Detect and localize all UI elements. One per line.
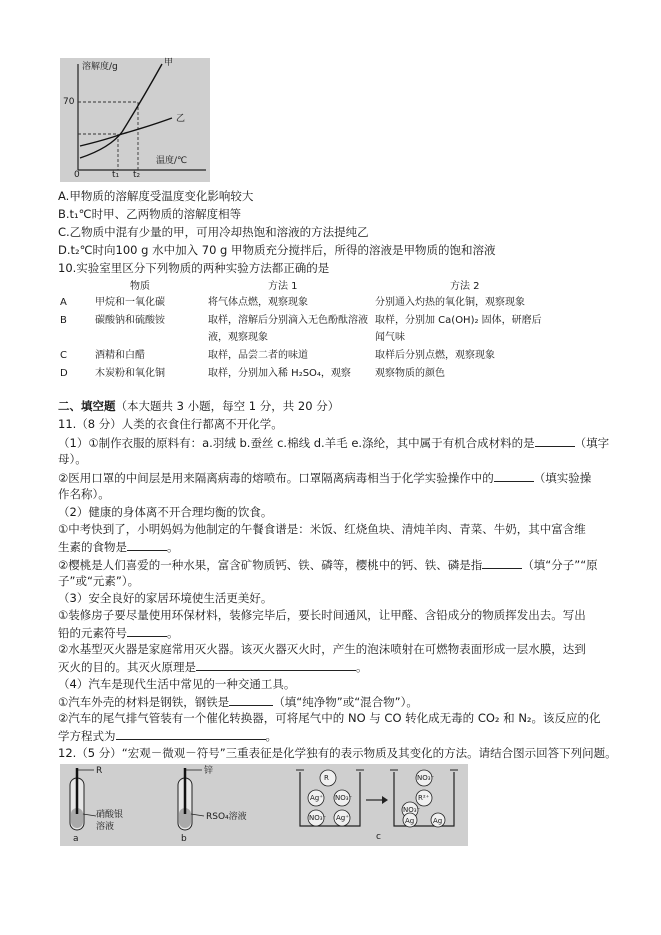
q10-row-b-item: 碳酸钠和硫酸铵 <box>95 315 165 326</box>
graph-xtick-t1: t₁ <box>112 170 120 180</box>
ion-right-text-1: R²⁺ <box>418 794 430 802</box>
ion-left-text-3: NO₃⁻ <box>309 814 327 822</box>
q11-p1a-text: （1）①制作衣服的原料有：a.羽绒 b.蚕丝 c.棉线 d.羊毛 e.涤纶，其中属于有机合成材料的是 <box>58 436 535 450</box>
section2-heading <box>58 398 339 414</box>
q10-header-m1: 方法 1 <box>268 281 298 292</box>
q10-row-b-label: B <box>60 315 67 326</box>
q10-row-c-m1: 取样，品尝二者的味道 <box>208 350 308 361</box>
q11-p3b-cont <box>58 658 368 675</box>
fig-label-a-sol-2: 溶液 <box>96 822 115 832</box>
q11-p3b-cont-text: 灭火的目的。其灭火原理是 <box>58 660 196 674</box>
q11-p2b-text: ②樱桃是人们喜爱的一种水果，富含矿物质钙、铁、磷等，樱桃中的钙、铁、磷是指 <box>58 558 483 572</box>
fig-label-r: R <box>96 766 103 776</box>
q11-p2b-blank[interactable] <box>482 556 522 569</box>
q11-p1b-text: ②医用口罩的中间层是用来隔离病毒的熔喷布。口罩隔离病毒相当于化学实验操作中的 <box>58 471 494 485</box>
q11-p4a-tail: （填“纯净物”或“混合物”）。 <box>273 695 418 709</box>
q11-p2: （2）健康的身体离不开合理均衡的饮食。 <box>58 505 273 519</box>
q11-p2a-cont <box>58 538 179 555</box>
section2-title: 二、填空题 <box>58 399 116 413</box>
q11-p1a-tail: （填字 <box>574 436 610 450</box>
q10-row-c-item: 酒精和白醋 <box>95 350 145 361</box>
q11-p3b: ②水基型灭火器是家庭常用灭火器。该灭火器灭火时，产生的泡沫喷射在可燃物表面形成一层水膜，达到 <box>58 642 586 656</box>
graph-ytick-70: 70 <box>63 97 75 107</box>
q11-p3: （3）安全良好的家居环境使生活更美好。 <box>58 591 273 605</box>
graph-xtick-0: 0 <box>74 170 80 180</box>
q11-p2b-tail: （填“分子”“原 <box>522 558 598 572</box>
q9-option-b: B.t₁℃时甲、乙两物质的溶解度相等 <box>58 207 242 221</box>
q11-p3a-blank[interactable] <box>127 624 167 637</box>
label-line-b-sol <box>191 814 204 816</box>
q10-row-b-m2: 取样，分别加 Ca(OH)₂ 固体，研磨后 <box>375 315 542 326</box>
q11-p1a <box>58 434 609 451</box>
solubility-graph <box>60 58 210 182</box>
q11-p2a-blank[interactable] <box>127 538 167 551</box>
q11-p4b-blank[interactable] <box>116 727 266 740</box>
curve-jia <box>80 64 162 158</box>
q11-p3b-end: 。 <box>356 660 368 674</box>
q11-p4a <box>58 693 418 710</box>
q9-option-a: A.甲物质的溶解度受温度变化影响较大 <box>58 189 254 203</box>
ion-left-text-1: NO₃⁻ <box>335 794 353 802</box>
q11-p2b-cont: 子”或“元素”）。 <box>58 574 140 588</box>
q10-row-b-m2b: 闻气味 <box>375 332 405 343</box>
q11-p4b-end: 。 <box>265 729 277 743</box>
graph-ylabel: 溶解度/g <box>82 62 118 72</box>
fig-label-zinc: 锌 <box>204 766 214 776</box>
ion-left-text-4: Ag⁺ <box>336 814 349 822</box>
q9-option-c: C.乙物质中混有少量的甲，可用冷却热饱和溶液的方法提纯乙 <box>58 225 369 239</box>
q10-row-d-m2: 观察物质的颜色 <box>375 368 445 379</box>
graph-curve-jia-label: 甲 <box>164 58 174 68</box>
q10-row-a-m1: 将气体点燃，观察现象 <box>208 297 308 308</box>
q9-option-d: D.t₂℃时向100 g 水中加入 70 g 甲物质充分搅拌后，所得的溶液是甲物质的饱和溶液 <box>58 243 496 257</box>
q10-row-a-label: A <box>60 297 67 308</box>
q11-p1b-tail: （填实验操 <box>533 471 592 485</box>
ion-right-text-2: NO₃⁻ <box>403 806 421 814</box>
q11-p3a: ①装修房子要尽量使用环保材料，装修完毕后，要长时间通风，让甲醛、含铅成分的物质挥发出去。写出 <box>58 608 586 622</box>
fig-label-b: b <box>181 834 187 844</box>
q11-stem: 11.（8 分）人类的衣食住行都离不开化学。 <box>58 417 283 431</box>
q10-header-item: 物质 <box>130 281 150 292</box>
q11-p1a-blank[interactable] <box>535 434 575 447</box>
q10-row-a-m2: 分别通入灼热的氧化铜，观察现象 <box>375 297 525 308</box>
q10-row-a-item: 甲烷和一氧化碳 <box>95 297 165 308</box>
q11-p1b <box>58 469 591 486</box>
curve-yi <box>80 118 172 146</box>
q10-header-m2: 方法 2 <box>450 281 480 292</box>
q11-p2a-end: 。 <box>167 540 179 554</box>
reaction-arrow-head <box>382 796 388 804</box>
q11-p4b: ②汽车的尾气排气管装有一个催化转换器，可将尾气中的 NO 与 CO 转化成无毒的 CO₂ 和 N₂。该反应的化 <box>58 711 601 725</box>
q10-row-d-label: D <box>60 368 68 379</box>
fig-label-a-sol-1: 硝酸银 <box>96 810 124 820</box>
q12-stem: 12.（5 分）“宏观－微观－符号”三重表征是化学独有的表示物质及其变化的方法。请结合图示回答下列问题。 <box>58 746 617 760</box>
q12-figure <box>60 764 468 846</box>
q11-p4b-cont <box>58 727 277 744</box>
q11-p1b-blank[interactable] <box>494 469 534 482</box>
fig-label-a: a <box>73 834 79 844</box>
graph-xtick-t2: t₂ <box>133 170 141 180</box>
q11-p3a-end: 。 <box>167 626 179 640</box>
ion-left-text-2: Ag⁺ <box>310 794 323 802</box>
q10-row-d-m1: 取样，分别加入稀 H₂SO₄，观察 <box>208 368 351 379</box>
q11-p2b <box>58 556 598 573</box>
q11-p4a-text: ①汽车外壳的材料是钢铁，钢铁是 <box>58 695 230 709</box>
fig-label-b-sol: RSO₄溶液 <box>206 812 247 822</box>
graph-xlabel: 温度/℃ <box>156 156 188 166</box>
section2-note: （本大题共 3 小题，每空 1 分，共 20 分） <box>115 399 340 413</box>
label-line-a-sol <box>83 814 96 816</box>
q10-row-b-m1: 取样，溶解后分别滴入无色酚酞溶液 <box>208 315 368 326</box>
q11-p4a-blank[interactable] <box>229 693 273 706</box>
q10-row-c-m2: 取样后分别点燃，观察现象 <box>375 350 495 361</box>
q11-p4b-cont-text: 学方程式为 <box>58 729 116 743</box>
solubility-graph-svg <box>60 58 210 182</box>
q11-p3a-cont-text: 铅的元素符号 <box>58 626 127 640</box>
q11-p4: （4）汽车是现代生活中常见的一种交通工具。 <box>58 677 296 691</box>
q11-p3a-cont <box>58 624 179 641</box>
fig-label-c: c <box>376 832 381 842</box>
q10-row-b-m1b: 液，观察现象 <box>208 332 268 343</box>
graph-curve-yi-label: 乙 <box>176 114 186 124</box>
q10-row-c-label: C <box>60 350 67 361</box>
q11-p2a-cont-text: 生素的食物是 <box>58 540 127 554</box>
q11-p1a-cont: 母）。 <box>58 452 87 466</box>
ion-left-text-0: R <box>324 774 329 782</box>
ion-right-text-4: Ag <box>433 817 443 825</box>
ion-right-text-3: Ag <box>405 817 415 825</box>
q10-stem: 10.实验室里区分下列物质的两种实验方法都正确的是 <box>58 261 330 275</box>
q10-row-d-item: 木炭粉和氧化铜 <box>95 368 165 379</box>
q11-p1b-cont: 作名称）。 <box>58 487 110 501</box>
q11-p3b-blank[interactable] <box>196 658 356 671</box>
ion-right-text-0: NO₃⁻ <box>417 774 435 782</box>
q11-p2a: ①中考快到了，小明妈妈为他制定的午餐食谱是：米饭、红烧鱼块、清炖羊肉、青菜、牛奶，其中富含维 <box>58 522 586 536</box>
